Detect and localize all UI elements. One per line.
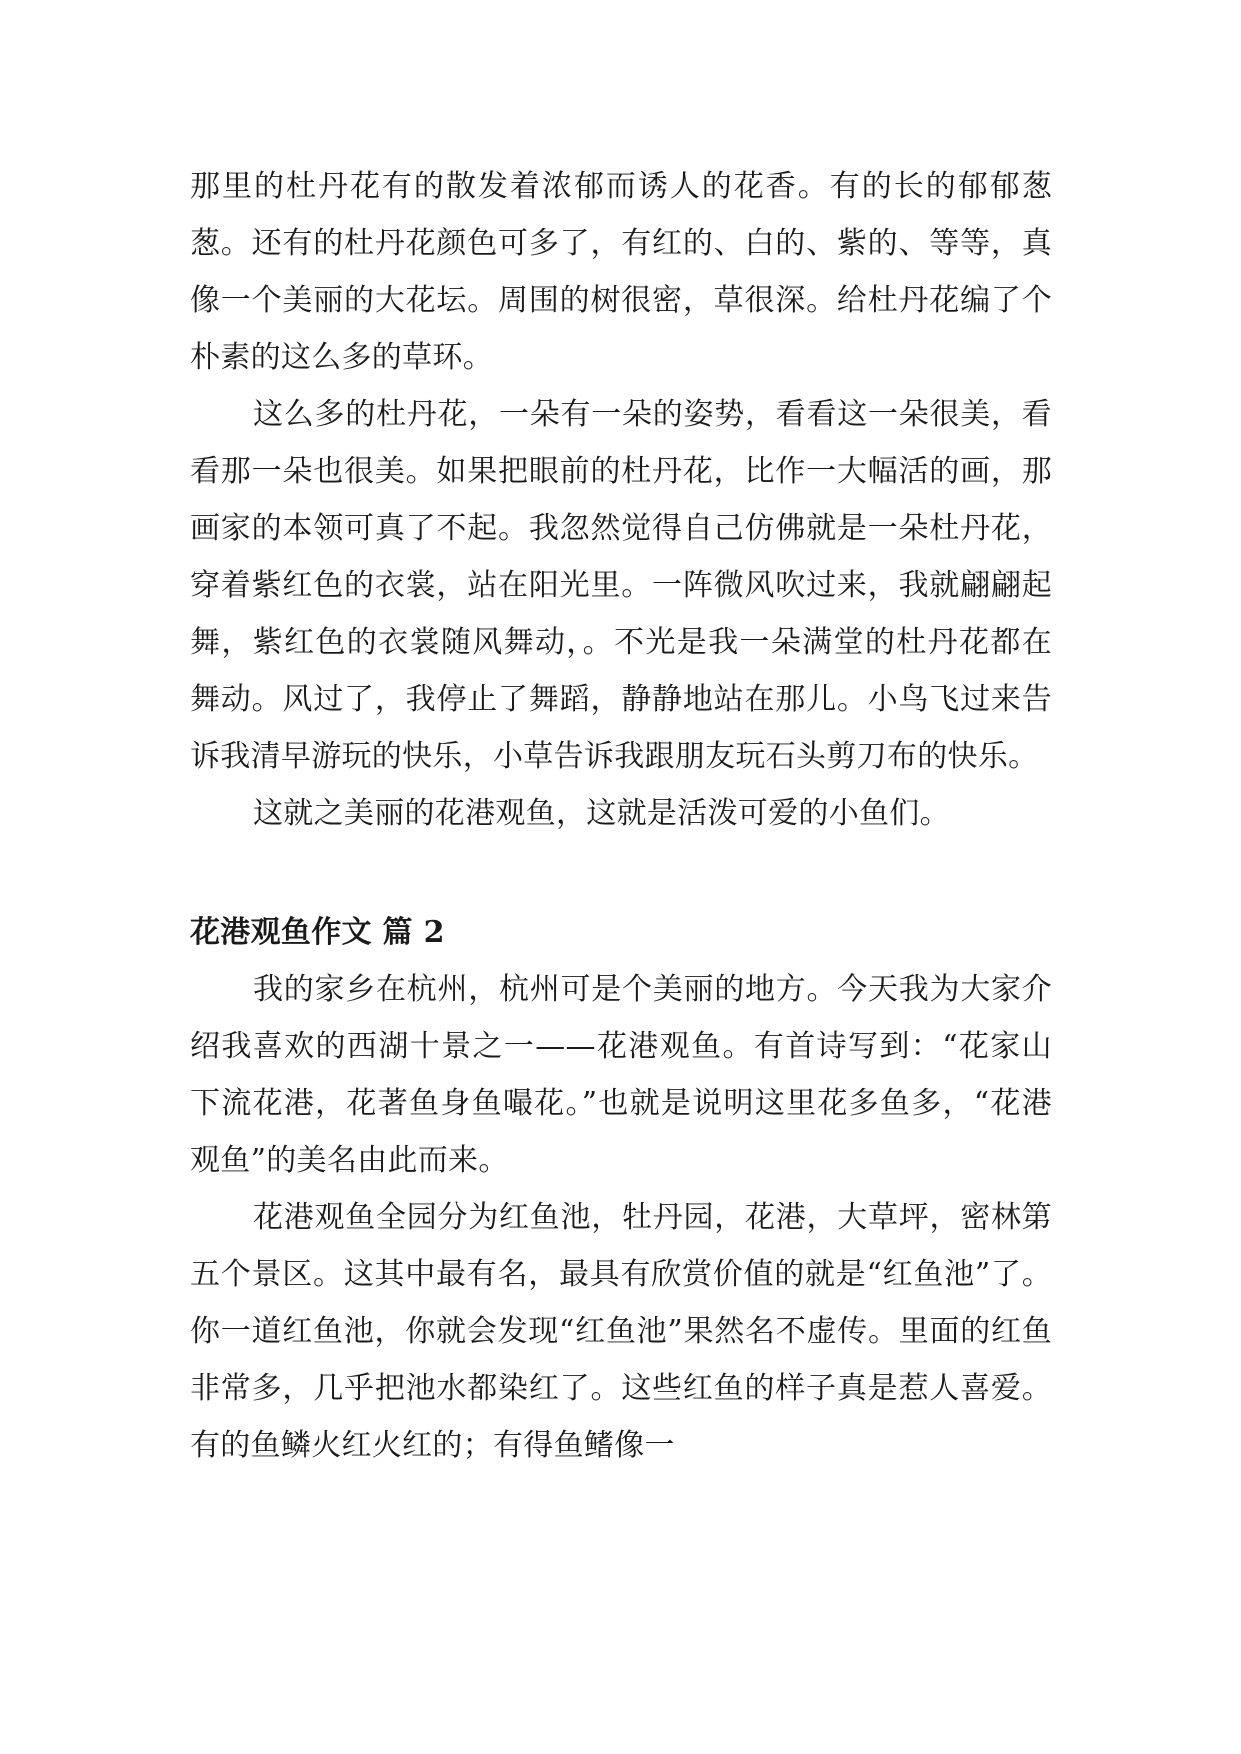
paragraph-peony-description: 那里的杜丹花有的散发着浓郁而诱人的花香。有的长的郁郁葱葱。还有的杜丹花颜色可多了，有红的、白的、紫的、等等，真像一个美丽的大花坛。周围的树很密，草很深。给杜丹花编了个朴素的这么多的草环。 xyxy=(190,169,1052,375)
section-heading: 花港观鱼作文 篇 2 xyxy=(190,915,445,950)
document-body xyxy=(190,158,1052,1474)
paragraph-conclusion: 这就之美丽的花港观鱼，这就是活泼可爱的小鱼们。 xyxy=(253,796,950,831)
paragraph-hometown-intro: 我的家乡在杭州，杭州可是个美丽的地方。今天我为大家介绍我喜欢的西湖十景之一——花港观鱼。有首诗写到：“花家山下流花港，花著鱼身鱼嘬花。”也就是说明这里花多鱼多，“花港观鱼”的美名由此而来。 xyxy=(190,972,1052,1178)
paragraph-red-fish-pond: 花港观鱼全园分为红鱼池，牡丹园，花港，大草坪，密林第五个景区。这其中最有名，最具有欣赏价值的就是“红鱼池”了。你一道红鱼池，你就会发现“红鱼池”果然名不虚传。里面的红鱼非常多，几乎把池水都染红了。这些红鱼的样子真是惹人喜爱。有的鱼鳞火红火红的；有得鱼鳍像一 xyxy=(190,1200,1052,1463)
paragraph-peony-dance: 这么多的杜丹花，一朵有一朵的姿势，看看这一朵很美，看看那一朵也很美。如果把眼前的杜丹花，比作一大幅活的画，那画家的本领可真了不起。我忽然觉得自己仿佛就是一朵杜丹花，穿着紫红色的衣裳，站在阳光里。一阵微风吹过来，我就翩翩起舞，紫红色的衣裳随风舞动，。不光是我一朵满堂的杜丹花都在舞动。风过了，我停止了舞蹈，静静地站在那儿。小鸟飞过来告诉我清早游玩的快乐，小草告诉我跟朋友玩石头剪刀布的快乐。 xyxy=(190,397,1052,774)
